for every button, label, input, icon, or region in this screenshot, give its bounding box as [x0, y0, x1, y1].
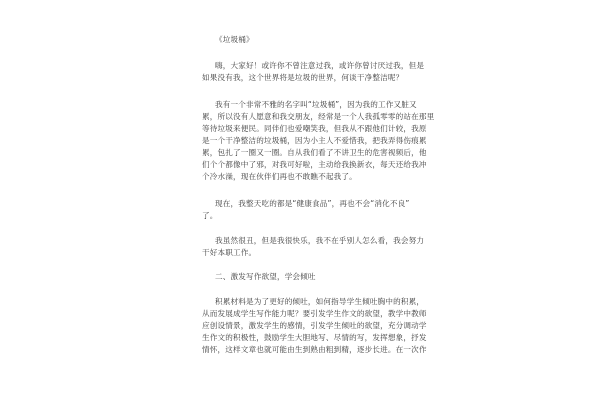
paragraph-2-line-7: 个冷水澡，现在伙伴们再也不敢瞧不起我了。 [202, 172, 357, 181]
paragraph-1-line-1: 嗨，大家好！或许你不曾注意过我，或许你曾讨厌过我，但是 [215, 61, 425, 70]
paragraph-3-line-1: 现在，我整天吃的都是“健康食品”，再也不会“消化不良” [215, 199, 410, 208]
paragraph-2-line-3: 等待垃圾来便民。同伴们也爱嘲笑我，但我从不跟他们计较，我原 [202, 124, 427, 133]
paragraph-6-line-5: 情怀，这样文章也就可能由生到熟由粗到精，逐步长进。在一次作 [202, 345, 427, 354]
paragraph-6-line-2: 从而发展成学生写作能力呢？要引发学生作文的欲望，教学中教师 [202, 309, 427, 318]
paragraph-2-line-5: 累，包扎了一圈又一圈。自从我们看了不讲卫生的危害视频后，他 [202, 148, 427, 157]
paragraph-2-line-2: 累，所以没有人愿意和我交朋友，经常是一个人我孤零零的站在那里 [202, 112, 435, 121]
paragraph-4-line-2: 干好本职工作。 [202, 248, 257, 257]
paragraph-1-line-2: 如果没有我，这个世界将是垃圾的世界，何谈干净整洁呢？ [202, 73, 404, 82]
paragraph-3-line-2: 了。 [202, 211, 218, 220]
document-title: 《垃圾桶》 [215, 35, 254, 44]
paragraph-6-line-1: 积累材料是为了更好的倾吐，如何指导学生倾吐胸中的积累， [215, 297, 425, 306]
paragraph-2-line-4: 是一个干净整洁的垃圾桶，因为小主人不爱惜我，把我弄得伤痕累 [202, 136, 427, 145]
paragraph-2-line-1: 我有一个非常不雅的名字叫“垃圾桶”，因为我的工作又脏又 [215, 100, 417, 109]
paragraph-6-line-4: 生作文的积极性，鼓励学生大胆地写、尽情的写，发挥想象，抒发 [202, 333, 427, 342]
paragraph-6-line-3: 应创设情景，激发学生的感情，引发学生倾吐的欲望，充分调动学 [202, 321, 427, 330]
paragraph-4-line-1: 我虽然很丑，但是我很快乐，我不在乎别人怎么看，我会努力 [215, 236, 425, 245]
section-heading: 二、激发写作欲望，学会倾吐 [215, 272, 316, 281]
paragraph-2-line-6: 们个个都像中了邪，对我可好啦，主动给我换新衣，每天还给我冲 [202, 160, 427, 169]
